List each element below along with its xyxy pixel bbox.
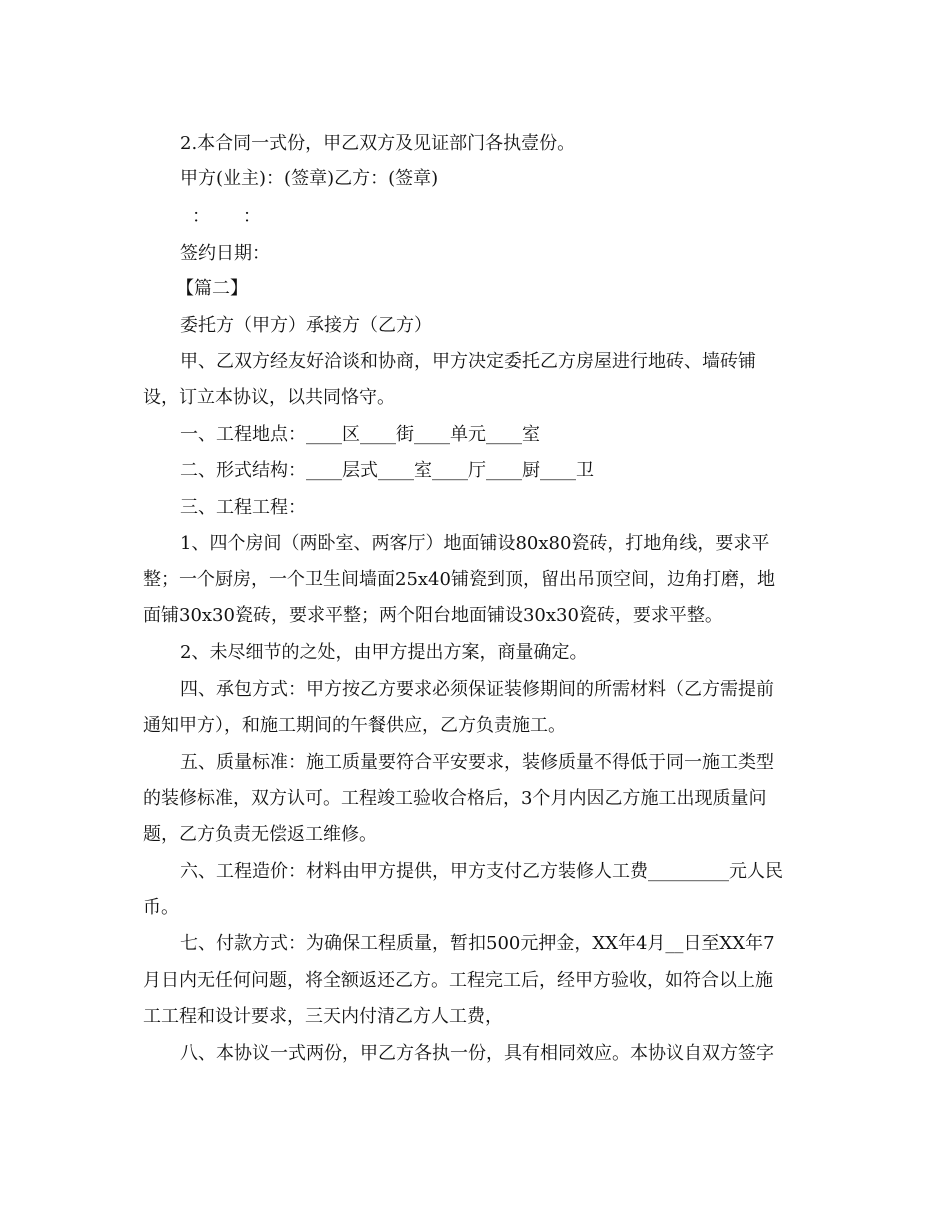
scope-item-2-line: 2、未尽细节的之处，由甲方提出方案，商量确定。: [180, 642, 588, 663]
agreement-copies-clause: 八、本协议一式两份，甲乙方各执一份，具有相同效应。本协议自双方签字: [180, 1043, 774, 1064]
scope-item-1-line: 面铺30x30瓷砖，要求平整；两个阳台地面铺设30x30瓷砖，要求平整。: [143, 605, 723, 626]
project-cost-clause: 币。: [143, 897, 179, 918]
contracting-method-clause: 四、承包方式：甲方按乙方要求必须保证装修期间的所需材料（乙方需提前: [180, 679, 774, 700]
signature-line: 甲方(业主)：(签章)乙方：(签章): [180, 168, 439, 189]
payment-method-clause: 月日内无任何问题，将全额返还乙方。工程完工后，经甲方验收，如符合以上施: [143, 970, 773, 991]
signature-colons: ： ：: [192, 206, 263, 227]
quality-standard-clause: 五、质量标准：施工质量要符合平安要求，装修质量不得低于同一施工类型: [180, 752, 774, 773]
contracting-method-clause: 通知甲方），和施工期间的午餐供应，乙方负责施工。: [143, 715, 566, 736]
scope-item-1-line: 整；一个厨房，一个卫生间墙面25x40铺瓷到顶，留出吊顶空间，边角打磨，地: [143, 569, 775, 590]
payment-method-clause: 工工程和设计要求，三天内付清乙方人工费，: [143, 1006, 503, 1027]
structure-clause: 二、形式结构：____层式____室____厅____厨____卫: [180, 460, 594, 481]
signing-date-label: 签约日期：: [180, 243, 270, 264]
project-cost-clause: 六、工程造价：材料由甲方提供，甲方支付乙方装修人工费_________元人民: [180, 861, 783, 882]
project-scope-heading: 三、工程工程：: [180, 497, 306, 518]
project-location-clause: 一、工程地点：____区____街____单元____室: [180, 424, 540, 445]
contract-copies-clause: 2.本合同一式份，甲乙双方及见证部门各执壹份。: [180, 133, 576, 154]
intro-paragraph-line: 设，订立本协议，以共同恪守。: [143, 387, 395, 408]
parties-line: 委托方（甲方）承接方（乙方）: [180, 315, 432, 336]
quality-standard-clause: 题，乙方负责无偿返工维修。: [143, 824, 377, 845]
scope-item-1-line: 1、四个房间（两卧室、两客厅）地面铺设80x80瓷砖，打地角线，要求平: [180, 533, 770, 554]
quality-standard-clause: 的装修标准，双方认可。工程竣工验收合格后，3个月内因乙方施工出现质量问: [143, 788, 767, 809]
payment-method-clause: 七、付款方式：为确保工程质量，暂扣500元押金，XX年4月__日至XX年7: [180, 933, 775, 954]
intro-paragraph-line: 甲、乙双方经友好洽谈和协商，甲方决定委托乙方房屋进行地砖、墙砖铺: [180, 351, 756, 372]
section-heading: 【篇二】: [176, 278, 248, 299]
